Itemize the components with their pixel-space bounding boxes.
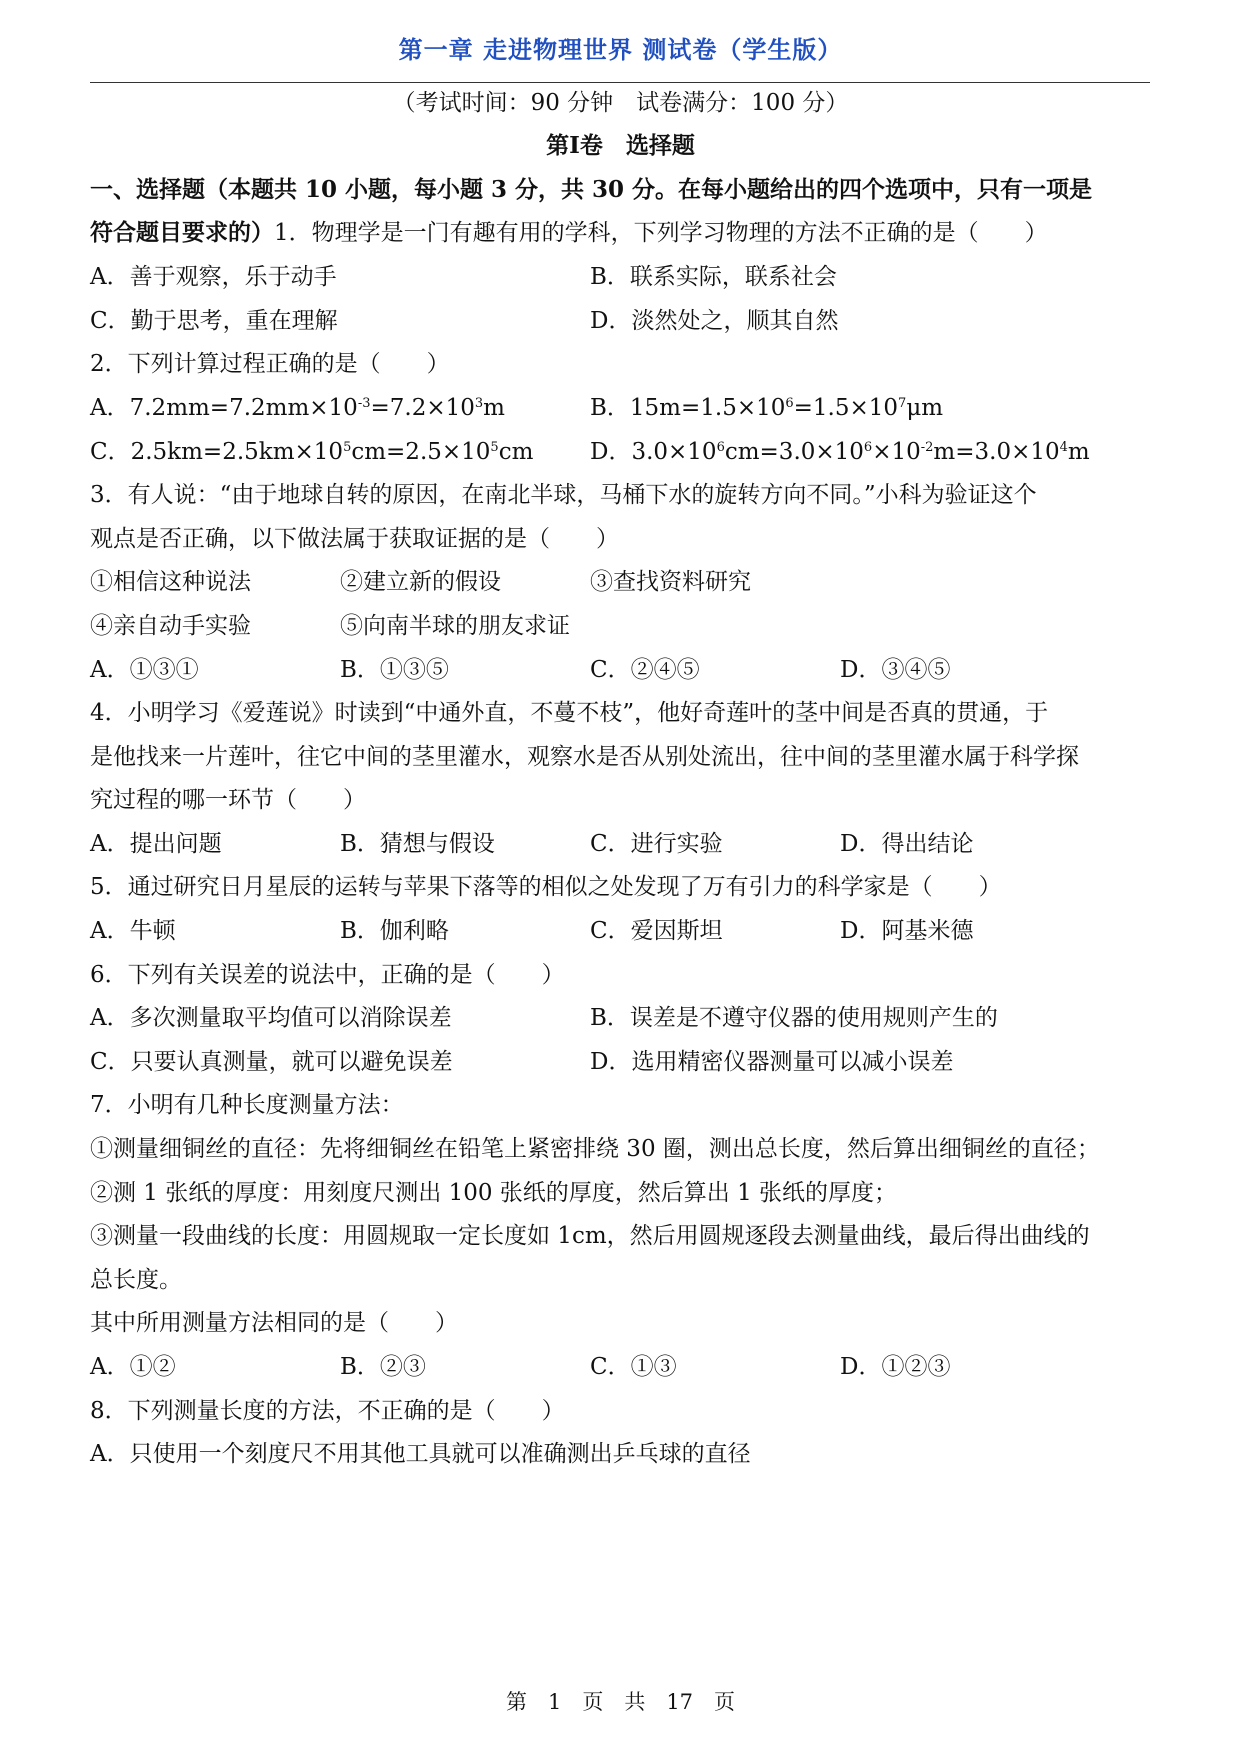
q5-option-c: C．爱因斯坦 bbox=[590, 918, 723, 944]
q7-question: 其中所用测量方法相同的是（ ） bbox=[90, 1310, 458, 1336]
q7-method-1: ①测量细铜丝的直径：先将细铜丝在铅笔上紧密排绕 30 圈，测出总长度，然后算出细铜丝的直径； bbox=[90, 1136, 1100, 1162]
q2-option-d: D．$3.0\times 10^6cm=3.0\times 10^6\times 10^{-2}m=3.0\times 10^4m$ bbox=[590, 439, 1090, 465]
q1-stem: 1．物理学是一门有趣有用的学科，下列学习物理的方法不正确的是（ ） bbox=[274, 220, 1048, 246]
q2-option-b: B．$15m=1.5\times 10^6=1.5\times 10^7\mu m$ bbox=[590, 395, 944, 421]
q7-stem: 7．小明有几种长度测量方法： bbox=[90, 1092, 404, 1118]
q6-option-b: B．误差是不遵守仪器的使用规则产生的 bbox=[590, 1005, 998, 1031]
q4-option-a: A．提出问题 bbox=[90, 831, 222, 857]
q4-option-d: D．得出结论 bbox=[840, 831, 974, 857]
q7-option-b: B．②③ bbox=[340, 1354, 426, 1380]
volume-title: 第Ⅰ卷 选择题 bbox=[546, 132, 695, 159]
q5-option-d: D．阿基米德 bbox=[840, 918, 974, 944]
section-heading-line1: 一、选择题（本题共 10 小题，每小题 3 分，共 30 分。在每小题给出的四个选项中，只有一项是 bbox=[90, 176, 1093, 203]
q2-stem: 2．下列计算过程正确的是（ ） bbox=[90, 351, 450, 377]
q7-option-c: C．①③ bbox=[590, 1354, 677, 1380]
q1-option-d: D．淡然处之，顺其自然 bbox=[590, 308, 839, 334]
q4-stem-line1: 4．小明学习《爱莲说》时读到“中通外直，不蔓不枝”，他好奇莲叶的茎中间是否真的贯通，于 bbox=[90, 700, 1049, 726]
page-footer: 第 1 页 共 17 页 bbox=[505, 1690, 736, 1714]
q3-statement-3: ③查找资料研究 bbox=[590, 569, 751, 595]
q3-statement-4: ④亲自动手实验 bbox=[90, 613, 251, 639]
q5-option-a: A．牛顿 bbox=[90, 918, 176, 944]
q3-option-a: A．①③① bbox=[90, 657, 199, 683]
q4-stem-line3: 究过程的哪一环节（ ） bbox=[90, 787, 366, 813]
q3-option-b: B．①③⑤ bbox=[340, 657, 449, 683]
q7-method-2: ②测 1 张纸的厚度：用刻度尺测出 100 张纸的厚度，然后算出 1 张纸的厚度； bbox=[90, 1180, 898, 1206]
q2-option-a: A．$7.2mm=7.2mm\times 10^{-3}=7.2\times 10^3m$ bbox=[90, 395, 505, 421]
q3-statement-1: ①相信这种说法 bbox=[90, 569, 251, 595]
q2-option-c: C．$2.5km=2.5km\times 10^5cm=2.5\times 10^5cm$ bbox=[90, 439, 534, 465]
q5-stem: 5．通过研究日月星辰的运转与苹果下落等的相似之处发现了万有引力的科学家是（ ） bbox=[90, 874, 1002, 900]
q7-method-3-line1: ③测量一段曲线的长度：用圆规取一定长度如 1cm，然后用圆规逐段去测量曲线，最后得出曲线的 bbox=[90, 1223, 1090, 1249]
title-divider bbox=[90, 82, 1150, 83]
q6-option-c: C．只要认真测量，就可以避免误差 bbox=[90, 1049, 453, 1075]
q6-stem: 6．下列有关误差的说法中，正确的是（ ） bbox=[90, 962, 565, 988]
q4-option-b: B．猜想与假设 bbox=[340, 831, 495, 857]
q4-option-c: C．进行实验 bbox=[590, 831, 723, 857]
q6-option-a: A．多次测量取平均值可以消除误差 bbox=[90, 1005, 452, 1031]
q7-method-3-line2: 总长度。 bbox=[90, 1267, 182, 1293]
q1-option-b: B．联系实际，联系社会 bbox=[590, 264, 837, 290]
exam-info: （考试时间：90 分钟 试卷满分：100 分） bbox=[392, 90, 849, 116]
q8-stem: 8．下列测量长度的方法，不正确的是（ ） bbox=[90, 1398, 565, 1424]
q1-option-c: C．勤于思考，重在理解 bbox=[90, 308, 338, 334]
q6-option-d: D．选用精密仪器测量可以减小误差 bbox=[590, 1049, 954, 1075]
q3-option-d: D．③④⑤ bbox=[840, 657, 951, 683]
q3-statement-5: ⑤向南半球的朋友求证 bbox=[340, 613, 570, 639]
q8-option-a: A．只使用一个刻度尺不用其他工具就可以准确测出乒乓球的直径 bbox=[90, 1441, 751, 1467]
section-heading-line2 bbox=[90, 218, 1160, 248]
q3-stem-line1: 3．有人说：“由于地球自转的原因，在南北半球，马桶下水的旋转方向不同。”小科为验证这个 bbox=[90, 482, 1037, 508]
section-heading-tail: 符合题目要求的） bbox=[90, 219, 274, 246]
q3-statement-2: ②建立新的假设 bbox=[340, 569, 501, 595]
q3-option-c: C．②④⑤ bbox=[590, 657, 700, 683]
q5-option-b: B．伽利略 bbox=[340, 918, 449, 944]
q7-option-d: D．①②③ bbox=[840, 1354, 951, 1380]
q4-stem-line2: 是他找来一片莲叶，往它中间的茎里灌水，观察水是否从别处流出，往中间的茎里灌水属于科学探 bbox=[90, 744, 1079, 770]
q1-option-a: A．善于观察，乐于动手 bbox=[90, 264, 337, 290]
document-title: 第一章 走进物理世界 测试卷（学生版） bbox=[398, 36, 843, 64]
q7-option-a: A．①② bbox=[90, 1354, 176, 1380]
q3-stem-line2: 观点是否正确，以下做法属于获取证据的是（ ） bbox=[90, 526, 619, 552]
